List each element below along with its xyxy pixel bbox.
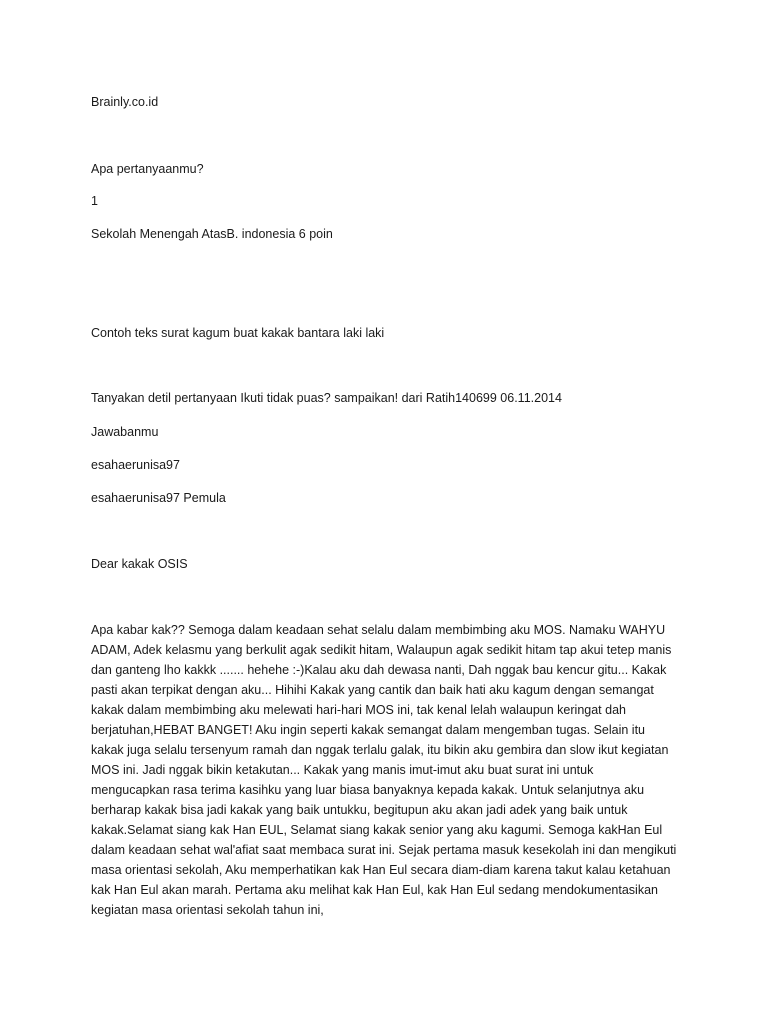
answer-username: esahaerunisa97 [91,458,180,472]
body-line: dalam keadaan sehat wal'afiat saat membaca surat ini. Sejak pertama masuk kesekolah ini dan mengikuti [91,843,677,857]
question-number: 1 [91,194,98,208]
body-line: MOS ini. Jadi nggak bikin ketakutan... Kakak yang manis imut-imut aku buat surat ini untuk [91,763,594,777]
answer-heading: Jawabanmu [91,425,159,439]
letter-greeting: Dear kakak OSIS [91,557,188,571]
body-line: mengucapkan rasa terima kasihku yang luar biasa banyaknya kepada kakak. Untuk selanjutnya aku [91,783,645,797]
body-line: kakak juga selalu tersenyum ramah dan nggak terlalu galak, itu bikin aku gembira dan slow ikut kegiatan [91,743,669,757]
question-meta-line: Tanyakan detil pertanyaan Ikuti tidak puas? sampaikan! dari Ratih140699 06.11.2014 [91,391,562,405]
question-title: Contoh teks surat kagum buat kakak bantara laki laki [91,326,385,340]
body-line: ADAM, Adek kelasmu yang berkulit agak sedikit hitam, Walaupun agak sedikit hitam tap akui tetep manis [91,643,672,657]
body-line: kegiatan masa orientasi sekolah tahun ini, [91,903,324,917]
body-line: kakak dalam membimbing aku melewati hari-hari MOS ini, tak kenal lelah walaupun keringat dah [91,703,626,717]
body-line: kakak.Selamat siang kak Han EUL, Selamat siang kakak senior yang aku kagumi. Semoga kakHan Eul [91,823,663,837]
body-line: Apa kabar kak?? Semoga dalam keadaan sehat selalu dalam membimbing aku MOS. Namaku WAHYU [91,623,666,637]
body-line: kak Han Eul akan marah. Pertama aku melihat kak Han Eul, kak Han Eul sedang mendokumentasikan [91,883,658,897]
question-prompt: Apa pertanyaanmu? [91,162,204,176]
body-line: berharap kakak bisa jadi kakak yang baik untukku, begitupun aku akan jadi adek yang baik untuk [91,803,628,817]
site-name: Brainly.co.id [91,95,159,109]
body-line: pasti akan terpikat dengan aku... Hihihi Kakak yang cantik dan baik hati aku kagum dengan semangat [91,683,654,697]
answer-user-rank: esahaerunisa97 Pemula [91,491,226,505]
body-line: berjatuhan,HEBAT BANGET! Aku ingin seperti kakak semangat dalam mengemban tugas. Selain itu [91,723,646,737]
body-line: masa orientasi sekolah, Aku memperhatikan kak Han Eul secara diam-diam karena takut kalau ketahuan [91,863,671,877]
letter-body [91,620,677,920]
subject-line: Sekolah Menengah AtasB. indonesia 6 poin [91,227,333,241]
body-line: dan ganteng lho kakkk ....... hehehe :-)Kalau aku dah dewasa nanti, Dah nggak bau kencur gitu... Kakak [91,663,667,677]
